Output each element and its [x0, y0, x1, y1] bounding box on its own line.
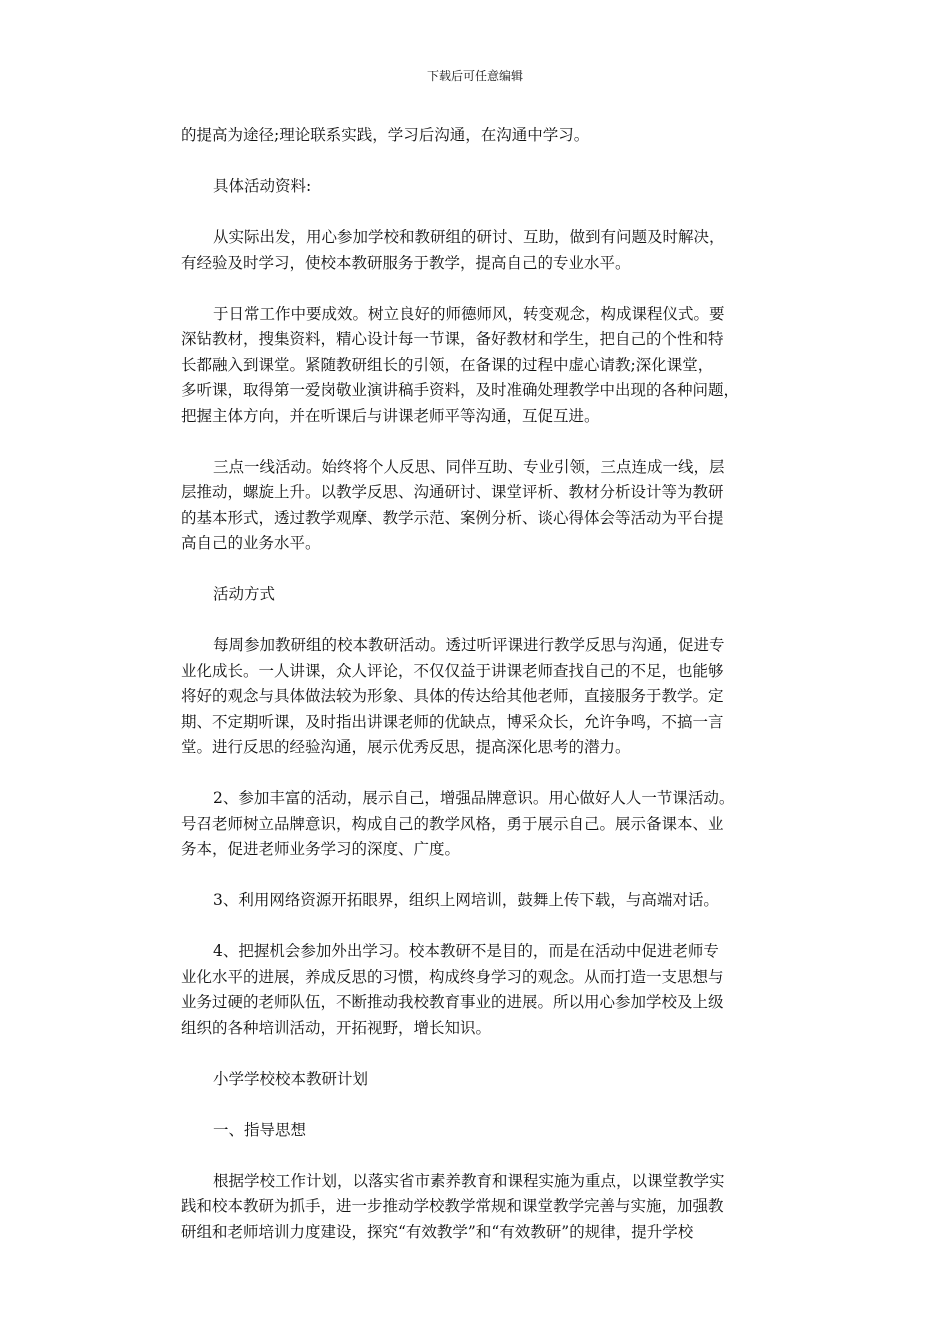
text-line: 践和校本教研为抓手，进一步推动学校教学常规和课堂教学完善与实施，加强教 [181, 1197, 724, 1215]
text-line: 具体活动资料: [213, 177, 312, 195]
paragraph [181, 225, 781, 276]
text-line: 高自己的业务水平。 [181, 534, 321, 552]
text-line: 研组和老师培训力度建设，探究“有效教学”和“有效教研”的规律，提升学校 [181, 1222, 694, 1241]
text-line: 三点一线活动。始终将个人反思、同伴互助、专业引领，三点连成一线，层 [213, 457, 725, 476]
section-title [181, 1067, 781, 1093]
text-line: 多听课，取得第一爱岗敬业演讲稿手资料，及时准确处理教学中出现的各种问题， [181, 381, 740, 399]
paragraph [181, 939, 781, 1041]
text-line: 业化成长。一人讲课，众人评论，不仅仅益于讲课老师查找自己的不足，也能够 [181, 661, 724, 680]
text-line: 将好的观念与具体做法较为形象、具体的传达给其他老师，直接服务于教学。定 [181, 687, 724, 705]
text-line: 于日常工作中要成效。树立良好的师德师风，转变观念，构成课程仪式。要 [213, 304, 725, 323]
text-line: 号召老师树立品牌意识，构成自己的教学风格，勇于展示自己。展示备课本、业 [181, 814, 724, 833]
text-line: 深钻教材，搜集资料，精心设计每一节课，备好教材和学生，把自己的个性和特 [181, 330, 724, 348]
text-line: 的提高为途径;理论联系实践，学习后沟通，在沟通中学习。 [181, 126, 590, 144]
text-line: 一、指导思想 [213, 1120, 307, 1139]
text-line: 根据学校工作计划，以落实省市素养教育和课程实施为重点，以课堂教学实 [213, 1171, 725, 1190]
paragraph [181, 302, 781, 430]
text-line: 业务过硬的老师队伍，不断推动我校教育事业的进展。所以用心参加学校及上级 [181, 993, 724, 1011]
text-line: 长都融入到课堂。紧随教研组长的引领，在备课的过程中虚心请教;深化课堂， [181, 355, 714, 374]
text-line: 的基本形式，透过教学观摩、教学示范、案例分析、谈心得体会等活动为平台提 [181, 508, 724, 527]
text-line: 把握主体方向，并在听课后与讲课老师平等沟通，互促互进。 [181, 406, 600, 425]
text-line: 每周参加教研组的校本教研活动。透过听评课进行教学反思与沟通，促进专 [213, 636, 725, 654]
text-line: 期、不定期听课，及时指出讲课老师的优缺点，博采众长，允许争鸣，不搞一言 [181, 712, 724, 731]
text-line: 有经验及时学习，使校本教研服务于教学，提高自己的专业水平。 [181, 253, 631, 272]
text-line: 务本，促进老师业务学习的深度、广度。 [181, 840, 461, 858]
text-line: 4、把握机会参加外出学习。校本教研不是目的，而是在活动中促进老师专 [213, 942, 719, 960]
paragraph [181, 786, 781, 863]
section-label [181, 582, 781, 608]
text-line: 从实际出发，用心参加学校和教研组的研讨、互助，做到有问题及时解决， [213, 228, 725, 246]
paragraph [181, 888, 781, 914]
paragraph [181, 123, 781, 149]
text-line: 小学学校校本教研计划 [213, 1069, 369, 1088]
text-line: 堂。进行反思的经验沟通，展示优秀反思，提高深化思考的潜力。 [181, 738, 631, 756]
text-line: 2、参加丰富的活动，展示自己，增强品牌意识。用心做好人人一节课活动。 [213, 789, 735, 807]
text-line: 3、利用网络资源开拓眼界，组织上网培训，鼓舞上传下载，与高端对话。 [213, 891, 719, 909]
paragraph [181, 455, 781, 557]
text-line: 业化水平的进展，养成反思的习惯，构成终身学习的观念。从而打造一支思想与 [181, 967, 724, 986]
section-heading [181, 1118, 781, 1144]
paragraph [181, 1169, 781, 1246]
text-line: 活动方式 [213, 585, 276, 603]
paragraph [181, 633, 781, 761]
page-header: 下载后可任意编辑 [426, 69, 523, 83]
text-line: 组织的各种培训活动，开拓视野，增长知识。 [181, 1018, 492, 1037]
document-body [181, 123, 781, 1271]
text-line: 层推动，螺旋上升。以教学反思、沟通研讨、课堂评析、教材分析设计等为教研 [181, 483, 724, 501]
section-label [181, 174, 781, 200]
